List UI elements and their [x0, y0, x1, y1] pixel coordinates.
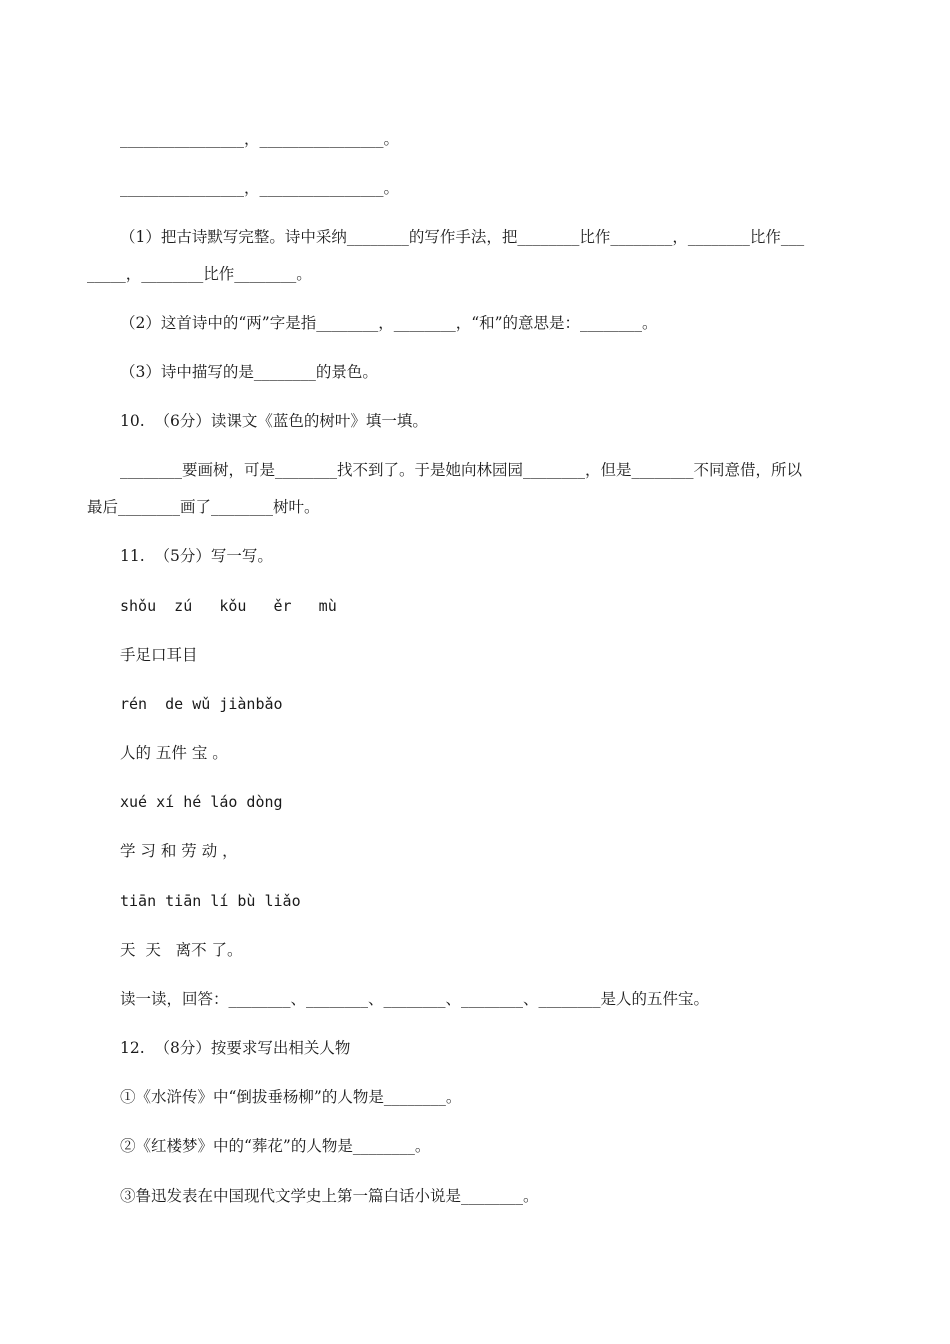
pinyin-line: tiān tiān lí bù liǎo	[120, 892, 301, 910]
q10-title: 10. （6分）读课文《蓝色的树叶》填一填。	[120, 412, 428, 430]
pinyin-line: xué xí hé láo dòng	[120, 793, 283, 811]
q11-title: 11. （5分）写一写。	[120, 547, 273, 565]
pinyin-line: shǒu zú kǒu ěr mù	[120, 597, 337, 615]
hanzi-line: 学 习 和 劳 动 ，	[120, 842, 238, 860]
q12-title: 12. （8分）按要求写出相关人物	[120, 1039, 351, 1057]
q12-item2: ②《红楼梦》中的“葬花”的人物是________。	[120, 1137, 431, 1155]
q9-part1-line1: （1）把古诗默写完整。诗中采纳________的写作手法，把________比作________，________比作___	[120, 228, 805, 246]
hanzi-line: 人的 五件 宝 。	[120, 744, 228, 762]
q9-part3: （3）诗中描写的是________的景色。	[120, 363, 378, 381]
q9-part2: （2）这首诗中的“两”字是指________，________，“和”的意思是：________。	[120, 314, 658, 332]
q12-item1: ①《水浒传》中“倒拔垂杨柳”的人物是________。	[120, 1088, 462, 1106]
hanzi-line: 手足口耳目	[120, 646, 198, 664]
q12-item3: ③鲁迅发表在中国现代文学史上第一篇白话小说是________。	[120, 1187, 539, 1205]
q10-line1: ________要画树，可是________找不到了。于是她向林园园________，但是________不同意借，所以	[120, 461, 803, 479]
q10-line2: 最后________画了________树叶。	[87, 498, 320, 516]
q9-part1-line2: _____，________比作________。	[87, 265, 312, 283]
pinyin-line: rén de wǔ jiànbǎo	[120, 695, 283, 713]
fill-blank-line: ________________，________________。	[120, 130, 400, 148]
fill-blank-line: ________________，________________。	[120, 179, 400, 197]
hanzi-line: 天 天 离不 了。	[120, 941, 243, 959]
q11-question: 读一读，回答：________、________、________、________、________是人的五件宝。	[120, 990, 710, 1008]
